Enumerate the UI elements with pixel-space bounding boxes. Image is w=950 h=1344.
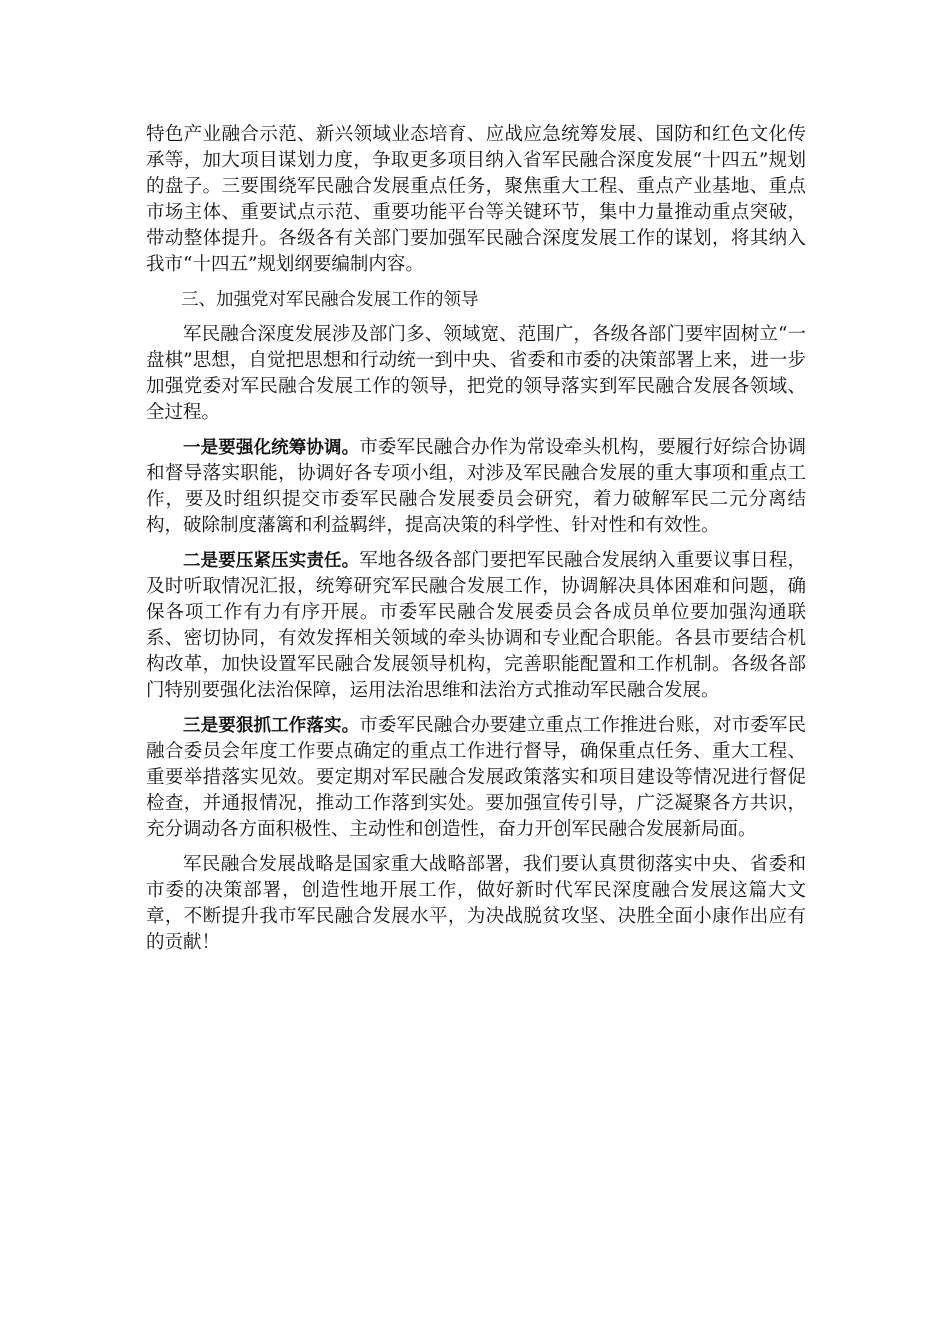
point-paragraph-2 [146, 548, 806, 704]
paragraph-closing: 军民融合发展战略是国家重大战略部署，我们要认真贯彻落实中央、省委和市委的决策部署，创造性地开展工作，做好新时代军民深度融合发展这篇大文章，不断提升我市军民融合发展水平，为决战脱贫攻坚、决胜全面小康作出应有的贡献！ [146, 854, 806, 953]
paragraph-continued: 特色产业融合示范、新兴领域业态培育、应战应急统筹发展、国防和红色文化传承等，加大项目谋划力度，争取更多项目纳入省军民融合深度发展“十四五”规划的盘子。三要围绕军民融合发展重点任务，聚焦重大工程、重点产业基地、重点市场主体、重要试点示范、重要功能平台等关键环节，集中力量推动重点突破，带动整体提升。各级各有关部门要加强军民融合深度发展工作的谋划，将其纳入我市“十四五”规划纲要编制内容。 [146, 124, 806, 275]
document-body [146, 122, 806, 965]
paragraph-intro: 军民融合深度发展涉及部门多、领域宽、范围广，各级各部门要牢固树立“一盘棋”思想，自觉把思想和行动统一到中央、省委和市委的决策部署上来，进一步加强党委对军民融合发展工作的领导，把党的领导落实到军民融合发展各领域、全过程。 [146, 324, 806, 423]
point-paragraph-3 [146, 713, 806, 843]
point-paragraph-1 [146, 435, 806, 539]
section-heading: 三、加强党对军民融合发展工作的领导 [181, 290, 479, 310]
point-text-3: 市委军民融合办要建立重点工作推进台账，对市委军民融合委员会年度工作要点确定的重点工作进行督导，确保重点任务、重大工程、重要举措落实见效。要定期对军民融合发展政策落实和项目建设等情况进行督促检查，并通报情况，推动工作落到实处。要加强宣传引导，广泛凝聚各方共识，充分调动各方面积极性、主动性和创造性，奋力开创军民融合发展新局面。 [146, 715, 806, 840]
point-lead-2: 二是要压紧压实责任。 [183, 551, 360, 571]
point-text-2: 军地各级各部门要把军民融合发展纳入重要议事日程，及时听取情况汇报，统筹研究军民融合发展工作，协调解决具体困难和问题，确保各项工作有力有序开展。市委军民融合发展委员会各成员单位要加强沟通联系、密切协同，有效发挥相关领域的牵头协调和专业配合职能。各县市要结合机构改革，加快设置军民融合发展领导机构，完善职能配置和工作机制。各级各部门特别要强化法治保障，运用法治思维和法治方式推动军民融合发展。 [146, 550, 806, 701]
point-lead-1: 一是要强化统筹协调。 [183, 438, 360, 458]
point-text-1: 市委军民融合办作为常设牵头机构，要履行好综合协调和督导落实职能，协调好各专项小组，对涉及军民融合发展的重大事项和重点工作，要及时组织提交市委军民融合发展委员会研究，着力破解军民二元分离结构，破除制度藩篱和利益羁绊，提高决策的科学性、针对性和有效性。 [146, 437, 806, 536]
point-lead-3: 三是要狠抓工作落实。 [183, 716, 360, 736]
